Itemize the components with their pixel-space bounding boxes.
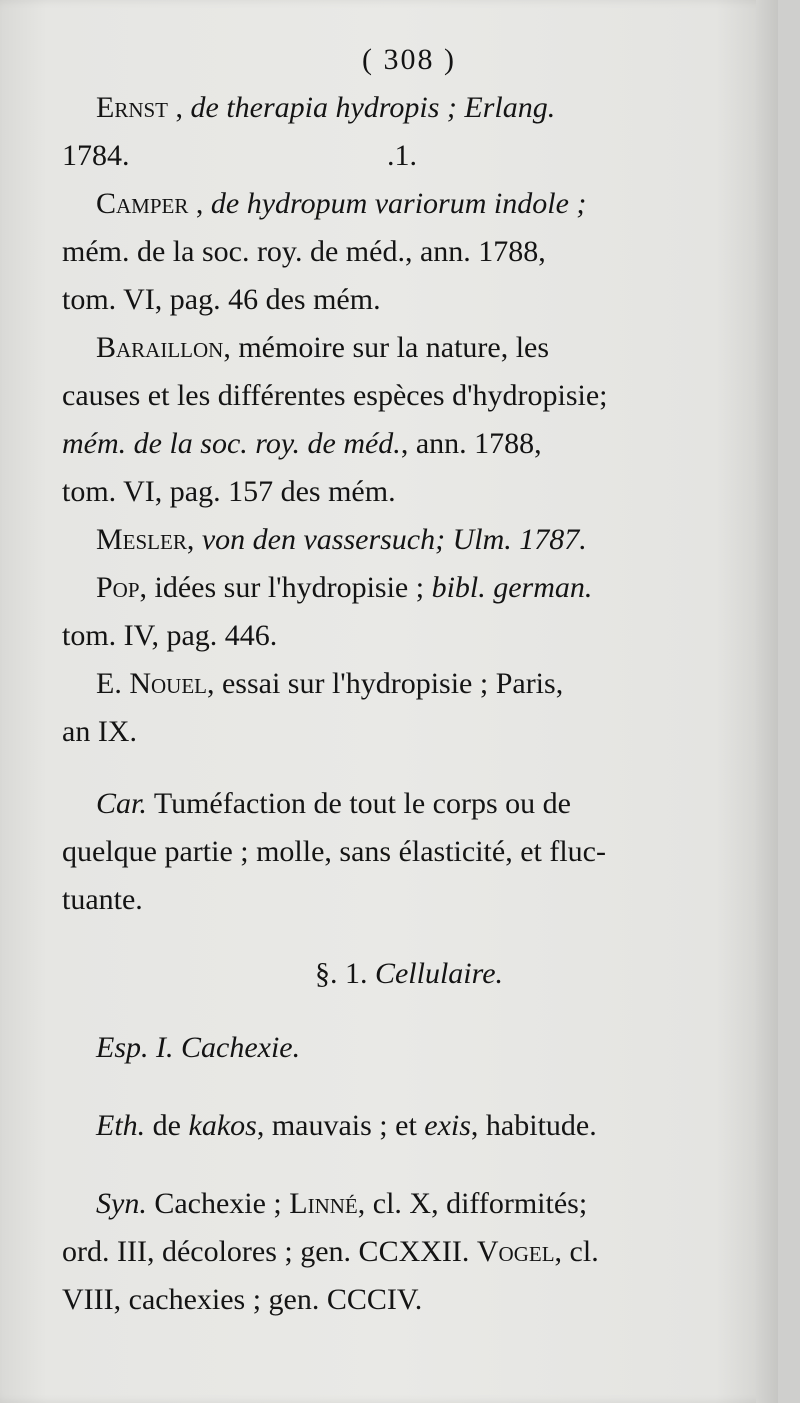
separator: , xyxy=(195,187,204,220)
year-ernst: 1784. xyxy=(62,139,130,172)
characters-text: Tuméfaction de tout le corps ou de xyxy=(146,787,571,820)
entry-ernst-line2 xyxy=(62,132,756,180)
species-heading xyxy=(62,1024,756,1072)
entry-nouel-line2: an IX. xyxy=(62,715,137,748)
author-baraillon: Baraillon xyxy=(96,331,224,364)
separator: , xyxy=(186,523,195,556)
journal-year: , ann. 1788, xyxy=(400,427,542,460)
characters-line1 xyxy=(62,780,756,828)
entry-camper xyxy=(62,180,756,228)
entry-nouel xyxy=(62,660,756,708)
entry-baraillon-line4: tom. VI, pag. 157 des mém. xyxy=(62,475,396,508)
entry-baraillon-text: , mémoire sur la nature, les xyxy=(223,331,550,364)
synonyms-text: ord. III, décolores ; gen. CCXXII. xyxy=(62,1235,477,1268)
entry-nouel-text: , essai sur l'hydropisie ; Paris, xyxy=(206,667,564,700)
greek-word-kakos: kakos xyxy=(188,1109,257,1142)
species-label: Esp. I. xyxy=(96,1031,174,1064)
entry-pop-line2: tom. IV, pag. 446. xyxy=(62,619,278,652)
title-mesler: von den vassersuch xyxy=(201,523,436,556)
author-vogel: Vogel xyxy=(476,1235,555,1268)
section-number: §. 1. xyxy=(314,957,368,990)
page-edge-shadow xyxy=(756,0,778,1403)
section-heading xyxy=(62,950,756,998)
synonyms-text: , cl. xyxy=(554,1235,599,1268)
species-name: Cachexie. xyxy=(181,1031,301,1064)
author-linne: Linné xyxy=(289,1187,358,1220)
entry-pop xyxy=(62,564,756,612)
section-title: Cellulaire. xyxy=(374,957,504,990)
greek-word-exis: exis xyxy=(424,1109,471,1142)
entry-baraillon-line2: causes et les différentes espèces d'hydropisie; xyxy=(62,379,608,412)
synonyms-line2 xyxy=(62,1228,756,1276)
etymology-text: , habitude. xyxy=(470,1109,597,1142)
synonyms-line1 xyxy=(62,1180,756,1228)
synonyms-text: Cachexie ; xyxy=(146,1187,290,1220)
etymology-text: , mauvais ; et xyxy=(256,1109,425,1142)
entry-ernst xyxy=(62,84,756,132)
place-mesler: ; Ulm. 1787. xyxy=(435,523,587,556)
characters-line3: tuante. xyxy=(62,883,143,916)
synonyms-line3: VIII, cachexies ; gen. CCCIV. xyxy=(62,1283,423,1316)
author-mesler: Mesler xyxy=(96,523,187,556)
entry-camper-line3: tom. VI, pag. 46 des mém. xyxy=(62,283,381,316)
entry-baraillon-line3 xyxy=(62,420,756,468)
page-number: ( 308 ) xyxy=(362,43,456,76)
synonyms-label: Syn. xyxy=(96,1187,147,1220)
title-camper: de hydropum variorum indole ; xyxy=(210,187,587,220)
separator: , xyxy=(175,91,184,124)
initial-nouel: E. xyxy=(96,667,122,700)
title-ernst: de therapia hydropis xyxy=(190,91,440,124)
entry-baraillon xyxy=(62,324,756,372)
etymology-line xyxy=(62,1102,756,1150)
etymology-label: Eth. xyxy=(96,1109,146,1142)
entry-mesler xyxy=(62,516,756,564)
characters-label: Car. xyxy=(96,787,147,820)
author-pop: Pop xyxy=(96,571,140,604)
author-camper: Camper xyxy=(96,187,189,220)
journal-title: mém. de la soc. roy. de méd. xyxy=(62,427,401,460)
page-text xyxy=(62,36,756,1324)
journal-pop: bibl. german. xyxy=(431,571,593,604)
place-ernst: ; Erlang. xyxy=(446,91,556,124)
author-ernst: Ernst xyxy=(96,91,169,124)
author-nouel: Nouel xyxy=(129,667,207,700)
entry-camper-line2: mém. de la soc. roy. de méd., ann. 1788, xyxy=(62,235,546,268)
etymology-text: de xyxy=(145,1109,189,1142)
synonyms-text: , cl. X, difformités; xyxy=(357,1187,588,1220)
entry-pop-text: , idées sur l'hydropisie ; xyxy=(139,571,425,604)
characters-line2: quelque partie ; molle, sans élasticité, et fluc- xyxy=(62,835,606,868)
show-through-mark: .1. xyxy=(387,139,417,172)
